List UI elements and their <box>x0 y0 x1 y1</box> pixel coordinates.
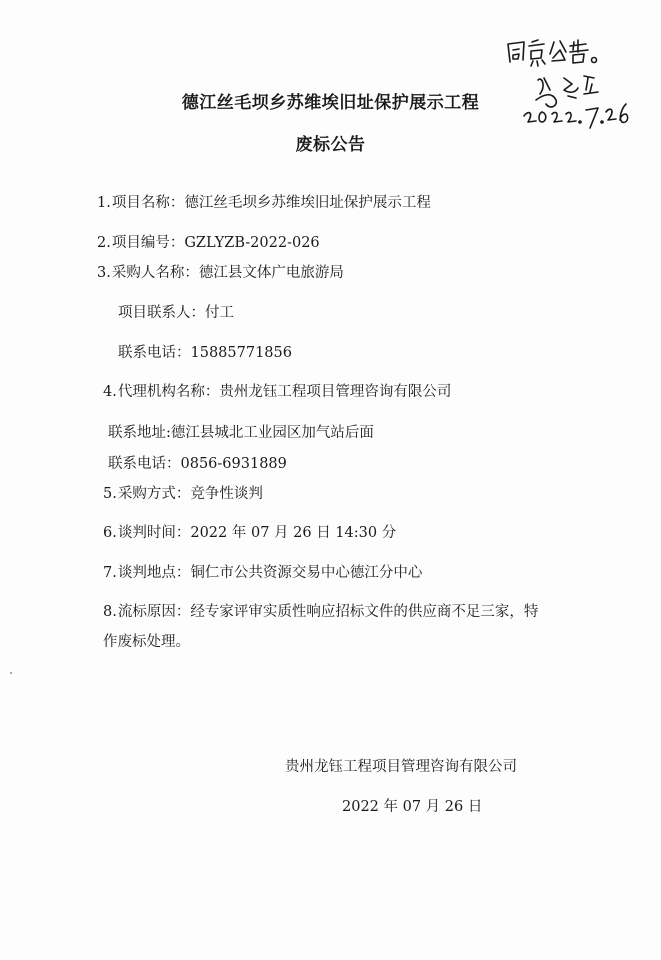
item-failure-reason-continued: 作废标处理。 <box>103 634 190 650</box>
title-project-name: 德江丝毛坝乡苏维埃旧址保护展示工程 <box>181 93 480 113</box>
item-project-contact: 项目联系人：付工 <box>118 305 234 321</box>
title-notice-type: 废标公告 <box>295 135 366 155</box>
item-purchaser-phone: 联系电话：15885771856 <box>118 345 292 361</box>
handwritten-approval-note <box>498 28 648 138</box>
item-agency: 4.代理机构名称：贵州龙钰工程项目管理咨询有限公司 <box>103 384 452 400</box>
item-project-name: 1.项目名称：德江丝毛坝乡苏维埃旧址保护展示工程 <box>97 195 431 211</box>
handwriting-icon <box>498 28 648 138</box>
item-project-code: 2.项目编号：GZLYZB-2022-026 <box>97 235 320 251</box>
item-purchaser: 3.采购人名称：德江县文体广电旅游局 <box>97 265 344 281</box>
item-failure-reason: 8.流标原因：经专家评审实质性响应招标文件的供应商不足三家，特 <box>103 604 539 620</box>
item-negotiation-time: 6.谈判时间：2022 年 07 月 26 日 14:30 分 <box>103 525 397 541</box>
footer-date: 2022 年 07 月 26 日 <box>342 799 483 815</box>
scan-speck <box>10 672 12 674</box>
footer-company: 贵州龙钰工程项目管理咨询有限公司 <box>285 759 517 775</box>
item-procurement-method: 5.采购方式：竞争性谈判 <box>103 486 263 502</box>
item-negotiation-location: 7.谈判地点：铜仁市公共资源交易中心德江分中心 <box>103 565 423 581</box>
item-agency-phone: 联系电话：0856-6931889 <box>108 456 287 472</box>
item-agency-address: 联系地址:德江县城北工业园区加气站后面 <box>108 425 374 441</box>
